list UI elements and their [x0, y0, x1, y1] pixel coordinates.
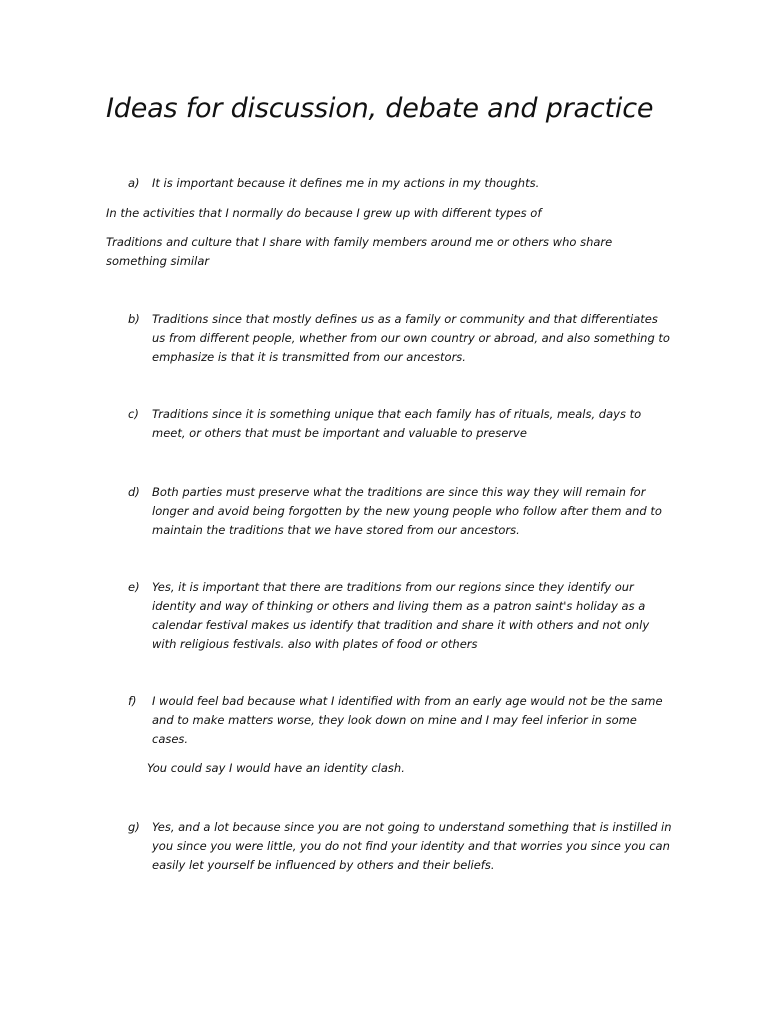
item-text: I would feel bad because what I identified with from an early age would not be the same and to make matters worse, they look down on mine and I may feel inferior in some cases.: [152, 694, 663, 746]
identity-clash-note: You could say I would have an identity clash.: [147, 761, 405, 775]
item-marker: f): [128, 694, 137, 708]
answer-item-g: [128, 818, 673, 875]
answer-item-f: [128, 692, 673, 749]
paragraph-activities: In the activities that I normally do because I grew up with different types of: [106, 206, 542, 220]
item-text: Both parties must preserve what the traditions are since this way they will remain for longer and avoid being forgotten by the new young people who follow after them and to maintain the traditions that we have stored from our ancestors.: [152, 485, 662, 537]
answer-item-d: [128, 483, 673, 540]
item-text: Yes, and a lot because since you are not going to understand something that is instilled in you since you were little, you do not find your identity and that worries you since you can easily let yourself be influenced by others and their beliefs.: [152, 820, 672, 872]
answer-item-c: [128, 405, 673, 443]
item-marker: b): [128, 312, 140, 326]
item-text: Yes, it is important that there are traditions from our regions since they identify our identity and way of thinking or others and living them as a patron saint's holiday as a calendar festival makes us identify that tradition and share it with others and not only with religious festivals. also with plates of food or others: [152, 580, 650, 651]
answer-item-b: [128, 310, 673, 367]
item-marker: g): [128, 820, 140, 834]
item-marker: e): [128, 580, 140, 594]
paragraph-traditions: Traditions and culture that I share with family members around me or others who share something similar: [106, 235, 613, 268]
item-text: Traditions since it is something unique that each family has of rituals, meals, days to meet, or others that must be important and valuable to preserve: [152, 407, 642, 440]
item-marker: d): [128, 485, 140, 499]
item-marker: c): [128, 407, 139, 421]
document-title: Ideas for discussion, debate and practice: [106, 93, 654, 124]
answer-item-a: [128, 174, 673, 193]
item-text: It is important because it defines me in my actions in my thoughts.: [152, 176, 540, 190]
item-marker: a): [128, 176, 140, 190]
answer-item-e: [128, 578, 673, 654]
item-text: Traditions since that mostly defines us as a family or community and that differentiates us from different people, whether from our own country or abroad, and also something to emphasize is that it is transmitted from our ancestors.: [152, 312, 670, 364]
